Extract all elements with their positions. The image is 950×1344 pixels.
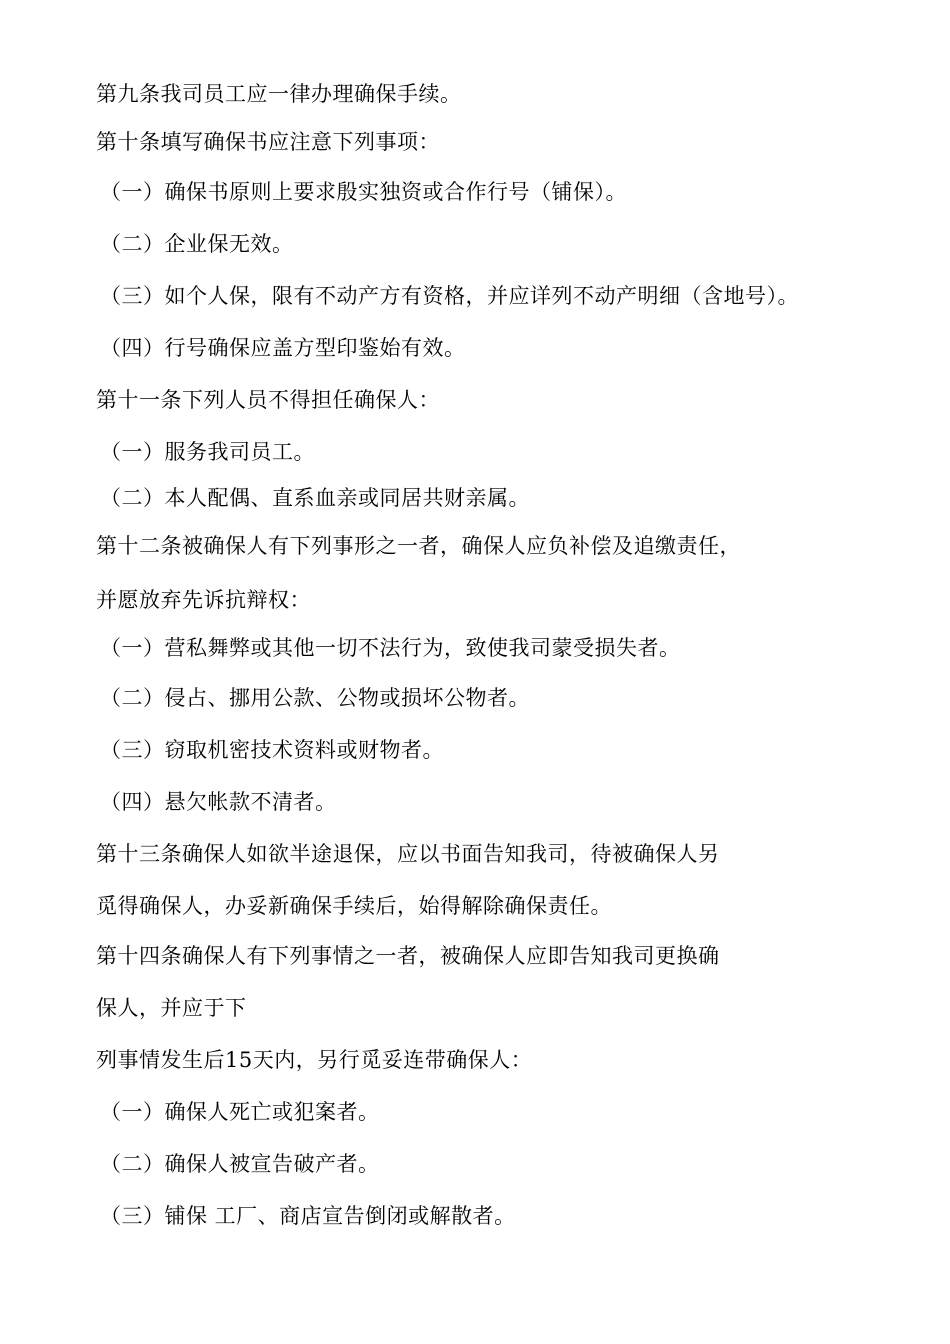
- article-14-continued: 保人，并应于下: [96, 996, 247, 1020]
- article-12-continued: 并愿放弃先诉抗辩权：: [96, 588, 311, 612]
- article-10-item-4: （四）行号确保应盖方型印鉴始有效。: [100, 336, 466, 360]
- article-11: 第十一条下列人员不得担任确保人：: [96, 388, 440, 412]
- article-14-item-2: （二）确保人被宣告破产者。: [100, 1152, 380, 1176]
- article-10: 第十条填写确保书应注意下列事项：: [96, 130, 440, 154]
- article-12-item-2: （二）侵占、挪用公款、公物或损坏公物者。: [100, 686, 530, 710]
- article-12: 第十二条被确保人有下列事形之一者，确保人应负补偿及追缴责任，: [96, 534, 741, 558]
- article-13-continued: 觅得确保人，办妥新确保手续后，始得解除确保责任。: [96, 894, 612, 918]
- article-12-item-3: （三）窃取机密技术资料或财物者。: [100, 738, 444, 762]
- article-11-item-1: （一）服务我司员工。: [100, 440, 315, 464]
- article-12-item-1: （一）营私舞弊或其他一切不法行为，致使我司蒙受损失者。: [100, 636, 681, 660]
- article-14: 第十四条确保人有下列事情之一者，被确保人应即告知我司更换确: [96, 944, 720, 968]
- article-9: 第九条我司员工应一律办理确保手续。: [96, 82, 462, 106]
- article-14-continued-2: 列事情发生后15天内，另行觅妥连带确保人：: [96, 1048, 533, 1072]
- article-10-item-2: （二）企业保无效。: [100, 232, 294, 256]
- article-14-item-1: （一）确保人死亡或犯案者。: [100, 1100, 380, 1124]
- article-10-item-1: （一）确保书原则上要求殷实独资或合作行号（铺保）。: [100, 180, 627, 204]
- article-13: 第十三条确保人如欲半途退保，应以书面告知我司，待被确保人另: [96, 842, 720, 866]
- article-14-item-3: （三）铺保 工厂、商店宣告倒闭或解散者。: [100, 1204, 516, 1228]
- article-12-item-4: （四）悬欠帐款不清者。: [100, 790, 337, 814]
- article-11-item-2: （二）本人配偶、直系血亲或同居共财亲属。: [100, 486, 530, 510]
- article-10-item-3: （三）如个人保，限有不动产方有资格，并应详列不动产明细（含地号）。: [100, 284, 799, 308]
